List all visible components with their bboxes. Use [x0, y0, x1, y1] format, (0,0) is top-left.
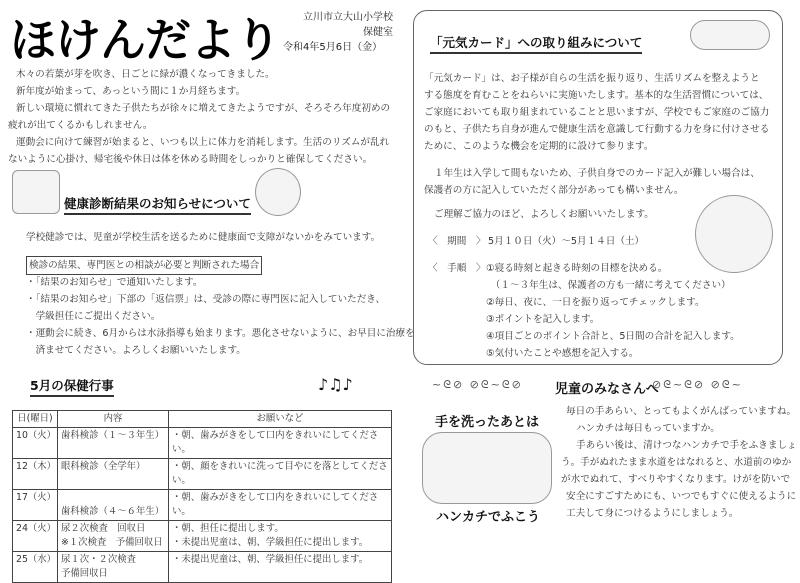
office-name: 保健室 — [363, 27, 393, 38]
text-line: ために、このような機会を定期的に設けて参ります。 — [424, 141, 654, 152]
handwashing-illustration — [422, 432, 552, 504]
intro-line: 新年度が始まって、あっという間に１か月経ちます。 — [16, 86, 246, 97]
school-name: 立川市立大山小学校 — [303, 12, 393, 23]
bullet: 済ませてください。よろしくお願いいたします。 — [26, 345, 246, 356]
text-line: が水でぬれて、すべりやすくなります。けがを防いで — [561, 474, 791, 485]
cell-content: 歯科検診（１～３年生） — [58, 428, 169, 459]
caption-top: 手を洗ったあとは — [435, 415, 540, 430]
leaf-decoration-icon: ⊘ᘓ~ᘓ⊘ ⊘ᘓ~ — [652, 378, 743, 391]
text-line: する態度を育むことをねらいに実施いたします。基本的な生活習慣については、 — [424, 90, 769, 101]
text-line: 保護者の方に記入していただく部分があっても構いません。 — [424, 185, 684, 196]
table-row — [13, 521, 392, 552]
caption-bottom: ハンカチでふこう — [436, 510, 541, 525]
step: ④項目ごとのポイント合計と、5日間の合計を記入します。 — [486, 331, 740, 342]
note-line: ・朝、担任に提出します。 — [172, 523, 284, 534]
cell-content — [58, 521, 169, 552]
table-header — [13, 411, 392, 428]
cell-day: 24（火） — [13, 521, 58, 552]
intro-line: 新しい環境に慣れてきた子供たちが徐々に増えてきたようですが、そろそろ年度初めの — [16, 103, 391, 114]
cell-day: 10（火） — [13, 428, 58, 459]
events-heading: 5月の保健行事 — [30, 376, 114, 397]
cell-content — [58, 552, 169, 583]
genki-para1 — [424, 70, 769, 155]
child-illustration — [690, 20, 770, 50]
genki-heading: 「元気カード」への取り組みについて — [430, 33, 642, 54]
checkup-illustration — [12, 170, 60, 214]
checkup-lead: 学校健診では、児童が学校生活を送るために健康面で支障がないかをみています。 — [26, 232, 381, 243]
music-notes-icon: ♪♫♪ — [318, 375, 353, 394]
text-line: 手あらい後は、清けつなハンカチで手をふきましょ — [576, 440, 797, 451]
steps-label: 〈 手順 〉 — [428, 263, 486, 274]
table-row — [13, 428, 392, 459]
text-line: 工夫して身につけるようにしましょう。 — [566, 508, 739, 519]
table-row — [13, 459, 392, 490]
bullet: 学級担任にご提出ください。 — [26, 311, 161, 322]
bullet: ・運動会に続き、6月からは水泳指導も始まります。悪化させないように、お早目に治療を — [26, 328, 415, 339]
events-table — [12, 410, 392, 583]
text-line: のもと、子供たち自身が進んで健康生活を意識して行動する力を身に付けさせる — [424, 124, 770, 135]
steps-list — [486, 260, 740, 362]
cell-notes: ・朝、歯みがきをして口内をきれいにしてください。 — [169, 490, 392, 521]
newsletter-title: ほけんだより — [10, 13, 280, 67]
kids-text — [561, 403, 797, 522]
col-notes: お願いなど — [169, 411, 392, 428]
cell-notes: ・朝、歯みがきをして口内をきれいにしてください。 — [169, 428, 392, 459]
text-line: 「元気カード」は、お子様が自らの生活を振り返り、生活リズムを整えようと — [424, 73, 760, 84]
step: ③ポイントを記入します。 — [486, 314, 600, 325]
note-line: ・未提出児童は、朝、学級担任に提出します。 — [172, 537, 369, 548]
checkup-heading: 健康診断結果のお知らせについて — [64, 194, 251, 215]
table-row — [13, 552, 392, 583]
checkup-bullets — [26, 274, 415, 359]
cell-day: 17（火） — [13, 490, 58, 521]
step: ⑤気付いたことや感想を記入する。 — [486, 348, 639, 359]
intro-line: 木々の若葉が芽を吹き、日ごとに緑が濃くなってきました。 — [16, 69, 275, 80]
text-line: う。手がぬれたまま水道をはなれると、水道前のゆか — [561, 457, 792, 468]
text-line: １年生は入学して間もないため、子供自身でのカード記入が難しい場合は、 — [434, 168, 760, 179]
doctor-illustration — [255, 168, 301, 216]
step: ②毎日、夜に、一日を振り返ってチェックします。 — [486, 297, 705, 308]
content-line: 予備回収日 — [61, 568, 108, 579]
leaf-decoration-icon: ~ᘓ⊘ ⊘ᘓ~ᘓ⊘ — [432, 378, 523, 391]
text-line: ご家庭においても取り組まれていることと思いますが、学校でもご家庭のご協力 — [424, 107, 770, 118]
cell-notes: ・朝、顔をきれいに洗って目やにを落としてください。 — [169, 459, 392, 490]
period-value: 5月１０日（火）～5月１４日（土） — [488, 236, 645, 247]
text-line: 安全にすごすためにも、いつでもすぐに使えるように — [566, 491, 797, 502]
cell-notes — [169, 521, 392, 552]
text-line: 毎日の手あらい、とってもよくがんばっていますね。 — [566, 406, 797, 417]
intro-line: ないように心掛け、帰宅後や休日は体を休める時間をしっかりと確保してください。 — [8, 154, 373, 165]
col-content: 内容 — [58, 411, 169, 428]
genki-para2 — [424, 165, 760, 199]
genki-thanks: ご理解ご協力のほど、よろしくお願いいたします。 — [434, 209, 654, 220]
boxed-text: 検診の結果、専門医との相談が必要と判断された場合 — [26, 256, 262, 275]
content-line: 尿２次検査 回収日 — [61, 523, 146, 534]
intro-line: 運動会に向けて練習が始まると、いつも以上に体力を消耗します。生活のリズムが乱れ — [16, 137, 390, 148]
checkup-box — [26, 256, 262, 275]
col-day: 日(曜日) — [13, 411, 58, 428]
intro-text — [8, 66, 391, 168]
issuer-info — [283, 10, 393, 55]
text-line: ハンカチは毎日もっていますか。 — [576, 423, 720, 434]
cell-content: 眼科検診（全学年） — [58, 459, 169, 490]
step: ①寝る時刻と起きる時刻の目標を決める。 — [486, 263, 668, 274]
table-row — [13, 490, 392, 521]
bullet: ・「結果のお知らせ」で通知いたします。 — [26, 277, 203, 288]
content-line: ※１次検査 予備回収日 — [61, 537, 163, 548]
period-label: 〈 期間 〉 — [428, 236, 486, 247]
content-line: 尿１次・２次検査 — [61, 554, 137, 565]
cell-day: 12（木） — [13, 459, 58, 490]
cell-content: 歯科検診（４～６年生） — [58, 490, 169, 521]
intro-line: 疲れが出てくるかもしれません。 — [8, 120, 153, 131]
cell-day: 25（水） — [13, 552, 58, 583]
cell-notes: ・未提出児童は、朝、学級担任に提出します。 — [169, 552, 392, 583]
step: （１～３年生は、保護者の方も一緒に考えてください） — [486, 280, 731, 291]
bullet: ・「結果のお知らせ」下部の「返信票」は、受診の際に専門医に記入していただき、 — [26, 294, 386, 305]
issue-date: 令和4年5月6日（金） — [283, 42, 383, 53]
kids-heading: 児童のみなさんへ — [555, 382, 659, 397]
